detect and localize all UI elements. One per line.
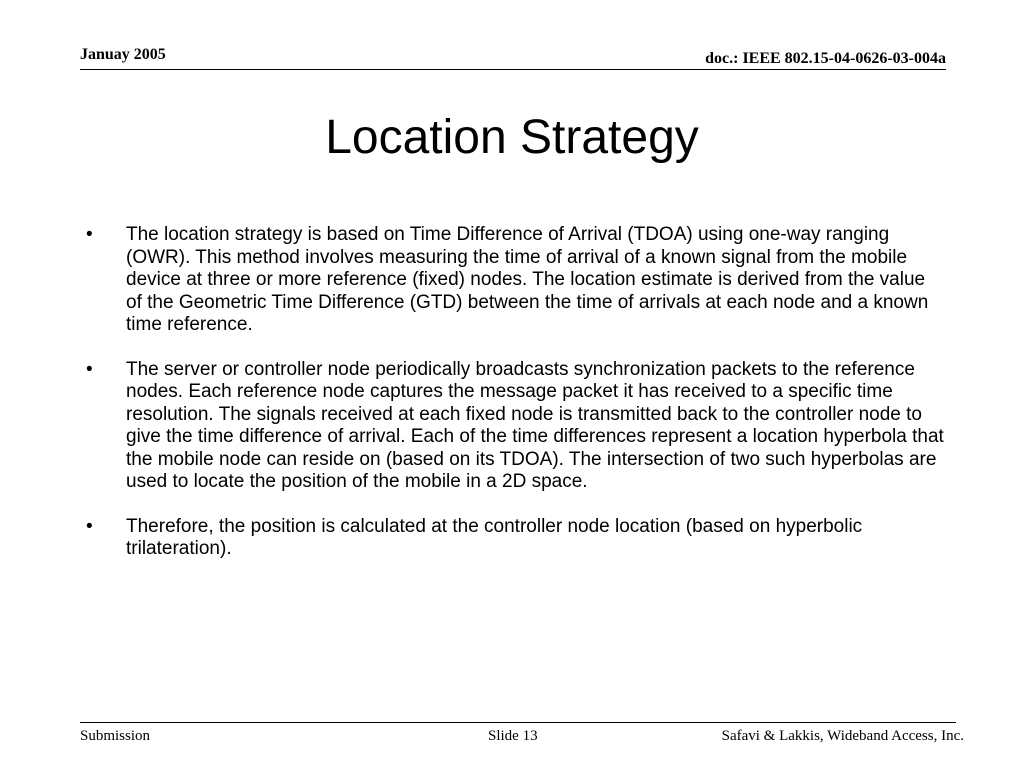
bullet-text: The location strategy is based on Time Difference of Arrival (TDOA) using one-way ranging (OWR). This method involves measuring the time of arrival of a known signal from the mobile device at three or more reference (fixed) nodes. The location estimate is derived from the value of the Geometric Time Difference (GTD) between the time of arrivals at each node and a known time reference. (126, 224, 929, 335)
slide-body (86, 224, 946, 583)
footer-slide-number: Slide 13 (488, 728, 538, 744)
footer-authors: Safavi & Lakkis, Wideband Access, Inc. (721, 728, 964, 744)
header-divider (80, 69, 946, 70)
bullet-item (86, 516, 946, 561)
slide-title: Location Strategy (325, 111, 699, 164)
bullet-item (86, 224, 946, 337)
bullet-marker: • (86, 224, 93, 245)
bullet-marker: • (86, 358, 93, 380)
bullet-text: The server or controller node periodically broadcasts synchronization packets to the reference nodes. Each reference node captures the message packet it has received to a specific time resolution. The signals received at each fixed node is transmitted back to the controller node to give the time difference of arrival. Each of the time differences represent a location hyperbola that the mobile node can reside on (based on its TDOA). The intersection of two such hyperbolas are used to locate the position of the mobile in a 2D space. (126, 358, 944, 492)
bullet-text: Therefore, the position is calculated at the controller node location (based on hyperbolic trilateration). (126, 515, 863, 559)
footer-divider (80, 722, 956, 723)
bullet-marker: • (86, 515, 93, 537)
bullet-item (86, 359, 946, 494)
header-doc-id: doc.: IEEE 802.15-04-0626-03-004a (705, 50, 946, 67)
header-date: Januay 2005 (80, 46, 166, 63)
footer-submission: Submission (80, 728, 151, 744)
